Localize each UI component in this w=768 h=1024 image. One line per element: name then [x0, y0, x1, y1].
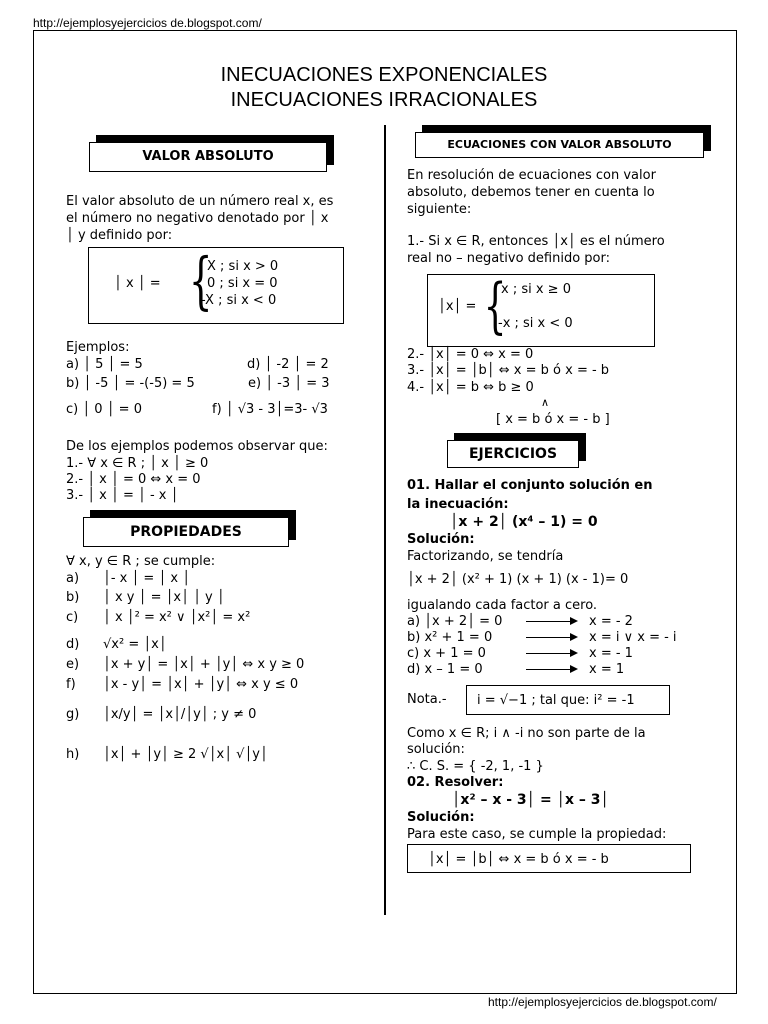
property-e: │x + y│ = │x│ + │y│ ⇔ x y ≥ 0 — [103, 657, 305, 672]
factor-a-right: x = - 2 — [589, 614, 633, 629]
igualando-text: igualando cada factor a cero. — [407, 598, 598, 613]
ejemplo-c: c) │ 0 │ = 0 — [66, 402, 142, 417]
factor-c-right: x = - 1 — [589, 646, 633, 661]
arrow-b-head — [570, 633, 578, 641]
property-b: │ x y │ = │x│ │ y │ — [103, 590, 225, 605]
exercise-1-equation: │x + 2│ (x⁴ – 1) = 0 — [450, 514, 598, 530]
factor-b-right: x = i ∨ x = - i — [589, 630, 677, 645]
arrow-a — [526, 621, 571, 622]
ecuaciones-heading: ECUACIONES CON VALOR ABSOLUTO — [415, 132, 704, 158]
rule-3: 3.- │x│ = │b│ ⇔ x = b ó x = - b — [407, 363, 610, 378]
rule-4-caret: ∧ — [541, 396, 550, 409]
property-e-key: e) — [66, 657, 80, 672]
title-line-1: INECUACIONES EXPONENCIALES — [220, 64, 548, 86]
header-url[interactable]: http://ejemplosyejercicios de.blogspot.com/ — [33, 16, 262, 30]
observation-1: 1.- ∀ x ∈ R ; │ x │ ≥ 0 — [66, 456, 209, 471]
right-definition-case-2: -x ; si x < 0 — [498, 316, 573, 331]
footer-url[interactable]: http://ejemplosyejercicios de.blogspot.com/ — [488, 995, 717, 1009]
definition-case-3: -X ; si x < 0 — [201, 293, 277, 308]
property-a-key: a) — [66, 571, 80, 586]
observation-3: 3.- │ x │ = │ - x │ — [66, 488, 179, 503]
arrow-d-head — [570, 665, 578, 673]
propiedades-heading: PROPIEDADES — [83, 517, 289, 547]
factor-d-right: x = 1 — [589, 662, 625, 677]
exercise-1-title-1: 01. Hallar el conjunto solución en — [407, 478, 653, 493]
ejemplo-f: f) │ √3 - 3│=3- √3 — [212, 402, 328, 417]
right-definition-case-1: x ; si x ≥ 0 — [501, 282, 571, 297]
right-brace: { — [483, 271, 507, 341]
brace: { — [188, 244, 213, 317]
factor-b-left: b) x² + 1 = 0 — [407, 630, 493, 645]
property-box — [407, 844, 691, 873]
ejemplo-d: d) │ -2 │ = 2 — [247, 357, 329, 372]
property-g: │x/y│ = │x│/│y│ ; y ≠ 0 — [103, 707, 257, 722]
property-c-key: c) — [66, 610, 79, 625]
arrow-a-head — [570, 617, 578, 625]
right-definition-box — [427, 271, 655, 347]
valor-absoluto-heading: VALOR ABSOLUTO — [89, 142, 327, 172]
arrow-c-head — [570, 649, 578, 657]
exercise-1-title-2: la inecuación: — [407, 497, 509, 512]
intro-line-2: el número no negativo denotado por │ x — [66, 211, 329, 226]
definition-case-1: X ; si x > 0 — [207, 259, 279, 274]
definition-box — [88, 244, 344, 324]
observation-2: 2.- │ x │ = 0 ⇔ x = 0 — [66, 472, 201, 487]
solution-set: ∴ C. S. = { -2, 1, -1 } — [407, 759, 544, 774]
exercise-2-title: 02. Resolver: — [407, 775, 504, 790]
rule-4: 4.- │x│ = b ⇔ b ≥ 0 — [407, 380, 534, 395]
property-f: │x - y│ = │x│ + │y│ ⇔ x y ≤ 0 — [103, 677, 299, 692]
property-h-key: h) — [66, 747, 80, 762]
rule-1-line-2: real no – negativo definido por: — [407, 251, 610, 266]
intro-line-1: El valor absoluto de un número real x, es — [66, 194, 334, 209]
nota-text: i = √−1 ; tal que: i² = -1 — [477, 693, 635, 708]
arrow-d — [526, 669, 571, 670]
arrow-b — [526, 637, 571, 638]
ejemplos-label: Ejemplos: — [66, 340, 130, 355]
property-box-text: │x│ = │b│ ⇔ x = b ó x = - b — [428, 852, 609, 867]
nota-box — [466, 685, 670, 715]
exercise-2-equation: │x² – x - 3│ = │x – 3│ — [452, 792, 609, 808]
ejercicios-heading: EJERCICIOS — [447, 440, 579, 468]
factor-a-left: a) │x + 2│ = 0 — [407, 614, 503, 629]
right-intro-1: En resolución de ecuaciones con valor — [407, 168, 656, 183]
column-divider — [384, 125, 386, 915]
ejemplo-e: e) │ -3 │ = 3 — [248, 376, 330, 391]
rule-4-continuation: [ x = b ó x = - b ] — [496, 412, 610, 427]
arrow-c — [526, 653, 571, 654]
factor-c-left: c) x + 1 = 0 — [407, 646, 486, 661]
factor-intro: Factorizando, se tendría — [407, 549, 564, 564]
property-g-key: g) — [66, 707, 80, 722]
factor-d-left: d) x – 1 = 0 — [407, 662, 483, 677]
property-h: │x│ + │y│ ≥ 2 √│x│ √│y│ — [103, 747, 268, 762]
title-line-2: INECUACIONES IRRACIONALES — [230, 89, 538, 111]
nota-label: Nota.- — [407, 692, 447, 707]
right-definition-lhs: │x│ = — [438, 299, 477, 314]
definition-case-2: 0 ; si x = 0 — [207, 276, 278, 291]
property-a: │- x │ = │ x │ — [103, 571, 191, 586]
factored-equation: │x + 2│ (x² + 1) (x + 1) (x - 1)= 0 — [407, 572, 629, 587]
exercise-2-solution-label: Solución: — [407, 810, 475, 825]
properties-intro: ∀ x, y ∈ R ; se cumple: — [66, 554, 216, 569]
right-intro-2: absoluto, debemos tener en cuenta lo — [407, 185, 655, 200]
intro-line-3: │ y definido por: — [66, 228, 173, 243]
observation-label: De los ejemplos podemos observar que: — [66, 439, 328, 454]
property-b-key: b) — [66, 590, 80, 605]
property-c: │ x │² = x² ∨ │x²│ = x² — [103, 610, 251, 625]
definition-lhs: │ x │ = — [114, 276, 161, 291]
como-line-1: Como x ∈ R; i ∧ -i no son parte de la — [407, 726, 646, 741]
property-d: √x² = │x│ — [103, 637, 167, 652]
property-d-key: d) — [66, 637, 80, 652]
ejemplo-b: b) │ -5 │ = -(-5) = 5 — [66, 376, 195, 391]
property-f-key: f) — [66, 677, 76, 692]
right-intro-3: siguiente: — [407, 202, 472, 217]
rule-1-line-1: 1.- Si x ∈ R, entonces │x│ es el número — [407, 234, 665, 249]
rule-2: 2.- │x│ = 0 ⇔ x = 0 — [407, 347, 534, 362]
caso-text: Para este caso, se cumple la propiedad: — [407, 827, 667, 842]
ejemplo-a: a) │ 5 │ = 5 — [66, 357, 143, 372]
exercise-1-solution-label: Solución: — [407, 532, 475, 547]
como-line-2: solución: — [407, 742, 465, 757]
